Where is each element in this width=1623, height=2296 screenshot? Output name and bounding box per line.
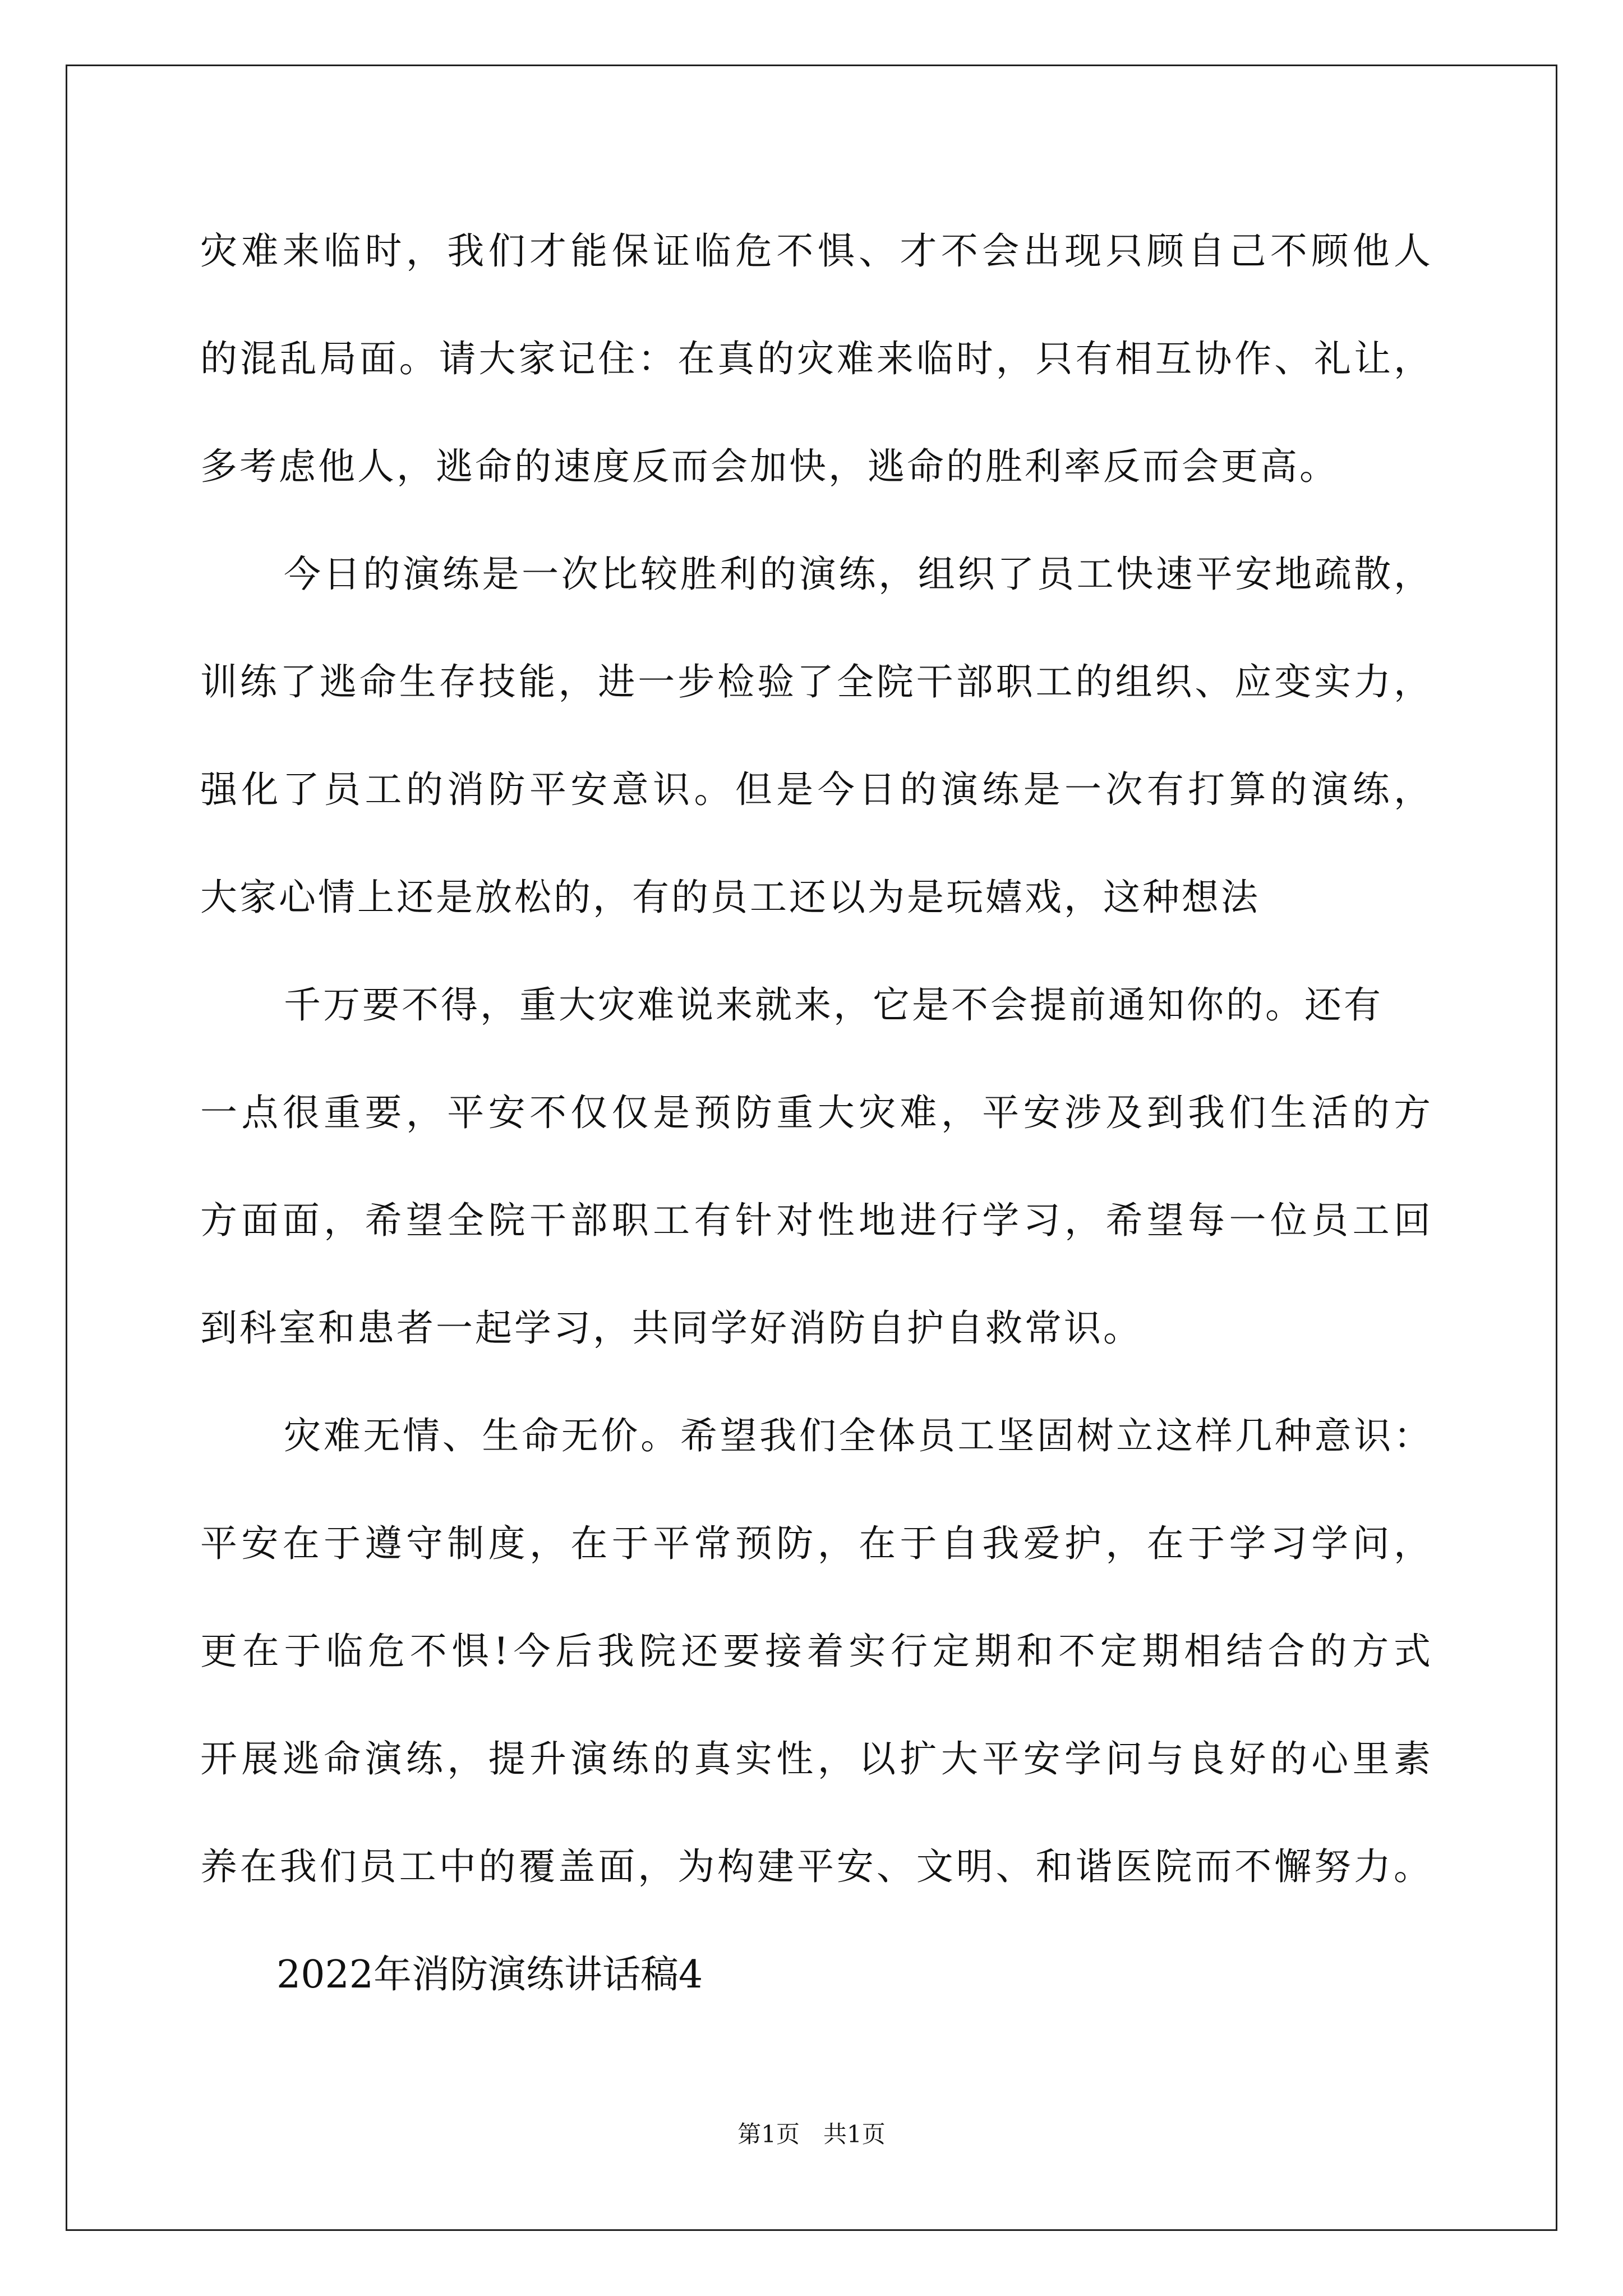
text-line: 强化了员工的消防平安意识。但是今日的演练是一次有打算的演练， <box>200 768 1431 811</box>
text-line: 大家心情上还是放松的，有的员工还以为是玩嬉戏，这种想法 <box>200 876 1260 919</box>
page-footer: 第1页 共1页 <box>737 2120 886 2148</box>
text-line: 一点很重要，平安不仅仅是预防重大灾难，平安涉及到我们生活的方 <box>200 1091 1431 1134</box>
text-line: 灾难无情、生命无价。希望我们全体员工坚固树立这样几种意识： <box>284 1414 1431 1457</box>
section-heading: 2022年消防演练讲话稿4 <box>276 1953 703 1997</box>
text-line: 更在于临危不惧!今后我院还要接着实行定期和不定期相结合的方式 <box>200 1630 1431 1673</box>
text-line: 千万要不得，重大灾难说来就来，它是不会提前通知你的。还有 <box>284 983 1383 1027</box>
text-line: 方面面，希望全院干部职工有针对性地进行学习，希望每一位员工回 <box>200 1199 1431 1242</box>
text-line: 养在我们员工中的覆盖面，为构建平安、文明、和谐医院而不懈努力。 <box>200 1845 1431 1888</box>
text-line: 灾难来临时，我们才能保证临危不惧、才不会出现只顾自己不顾他人 <box>200 229 1431 273</box>
text-line: 平安在于遵守制度，在于平常预防，在于自我爱护，在于学习学问， <box>200 1522 1431 1565</box>
text-line: 今日的演练是一次比较胜利的演练，组织了员工快速平安地疏散， <box>284 553 1431 596</box>
page-border <box>66 65 1557 2231</box>
text-line: 到科室和患者一起学习，共同学好消防自护自救常识。 <box>200 1306 1142 1350</box>
text-line: 训练了逃命生存技能，进一步检验了全院干部职工的组织、应变实力， <box>200 660 1431 703</box>
text-line: 多考虑他人，逃命的速度反而会加快，逃命的胜利率反而会更高。 <box>200 445 1339 488</box>
text-line: 开展逃命演练，提升演练的真实性，以扩大平安学问与良好的心里素 <box>200 1737 1431 1780</box>
text-line: 的混乱局面。请大家记住：在真的灾难来临时，只有相互协作、礼让， <box>200 337 1431 380</box>
